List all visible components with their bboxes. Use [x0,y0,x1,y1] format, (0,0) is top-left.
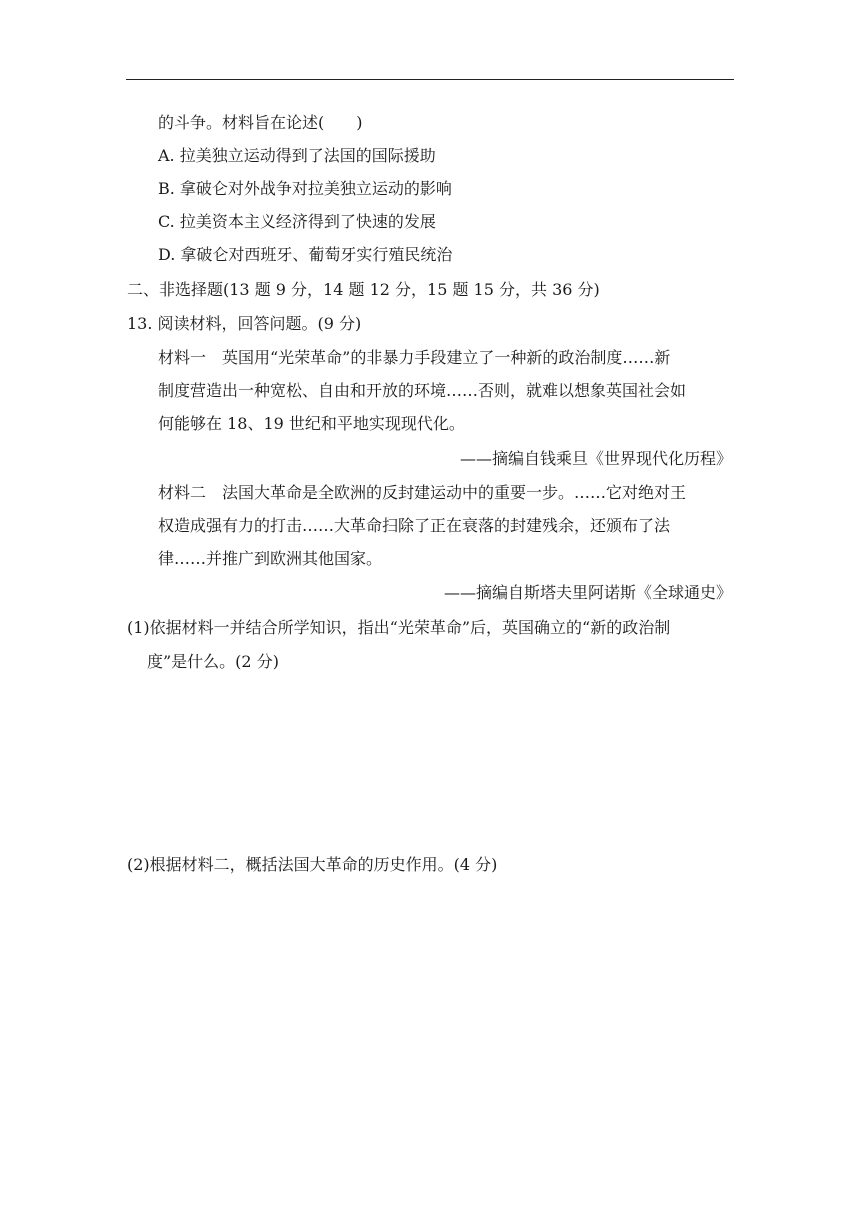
q12-stem-tail: 的斗争。材料旨在论述( ) [158,113,363,132]
header-rule [126,79,734,80]
material1-line: 制度营造出一种宽松、自由和开放的环境……否则，就难以想象英国社会如 [158,381,687,400]
material1-line: 何能够在 18、19 世纪和平地实现现代化。 [158,414,465,433]
section-heading: 二、非选择题(13 题 9 分，14 题 12 分，15 题 15 分，共 36 分) [127,280,600,299]
material2-line: 材料二 法国大革命是全欧洲的反封建运动中的重要一步。……它对绝对王 [158,483,687,502]
q12-option-b: B. 拿破仑对外战争对拉美独立运动的影响 [158,179,452,198]
q13-title: 13. 阅读材料，回答问题。(9 分) [127,314,362,333]
q12-option-a: A. 拉美独立运动得到了法国的国际援助 [158,146,436,165]
sub-question-2: (2)根据材料二，概括法国大革命的历史作用。(4 分) [127,855,498,874]
sub-question-1: (1)依据材料一并结合所学知识，指出“光荣革命”后，英国确立的“新的政治制 [127,618,671,637]
q12-option-c: C. 拉美资本主义经济得到了快速的发展 [158,212,436,231]
sub-question-1-cont: 度”是什么。(2 分) [147,652,279,671]
material2-source: ——摘编自斯塔夫里阿诺斯《全球通史》 [443,583,732,602]
q12-option-d: D. 拿破仑对西班牙、葡萄牙实行殖民统治 [158,245,453,264]
material1-line: 材料一 英国用“光荣革命”的非暴力手段建立了一种新的政治制度……新 [158,348,671,367]
material1-source: ——摘编自钱乘旦《世界现代化历程》 [459,449,732,468]
material2-line: 权造成强有力的打击……大革命扫除了正在衰落的封建残余，还颁布了法 [158,516,671,535]
material2-line: 律……并推广到欧洲其他国家。 [158,549,383,568]
